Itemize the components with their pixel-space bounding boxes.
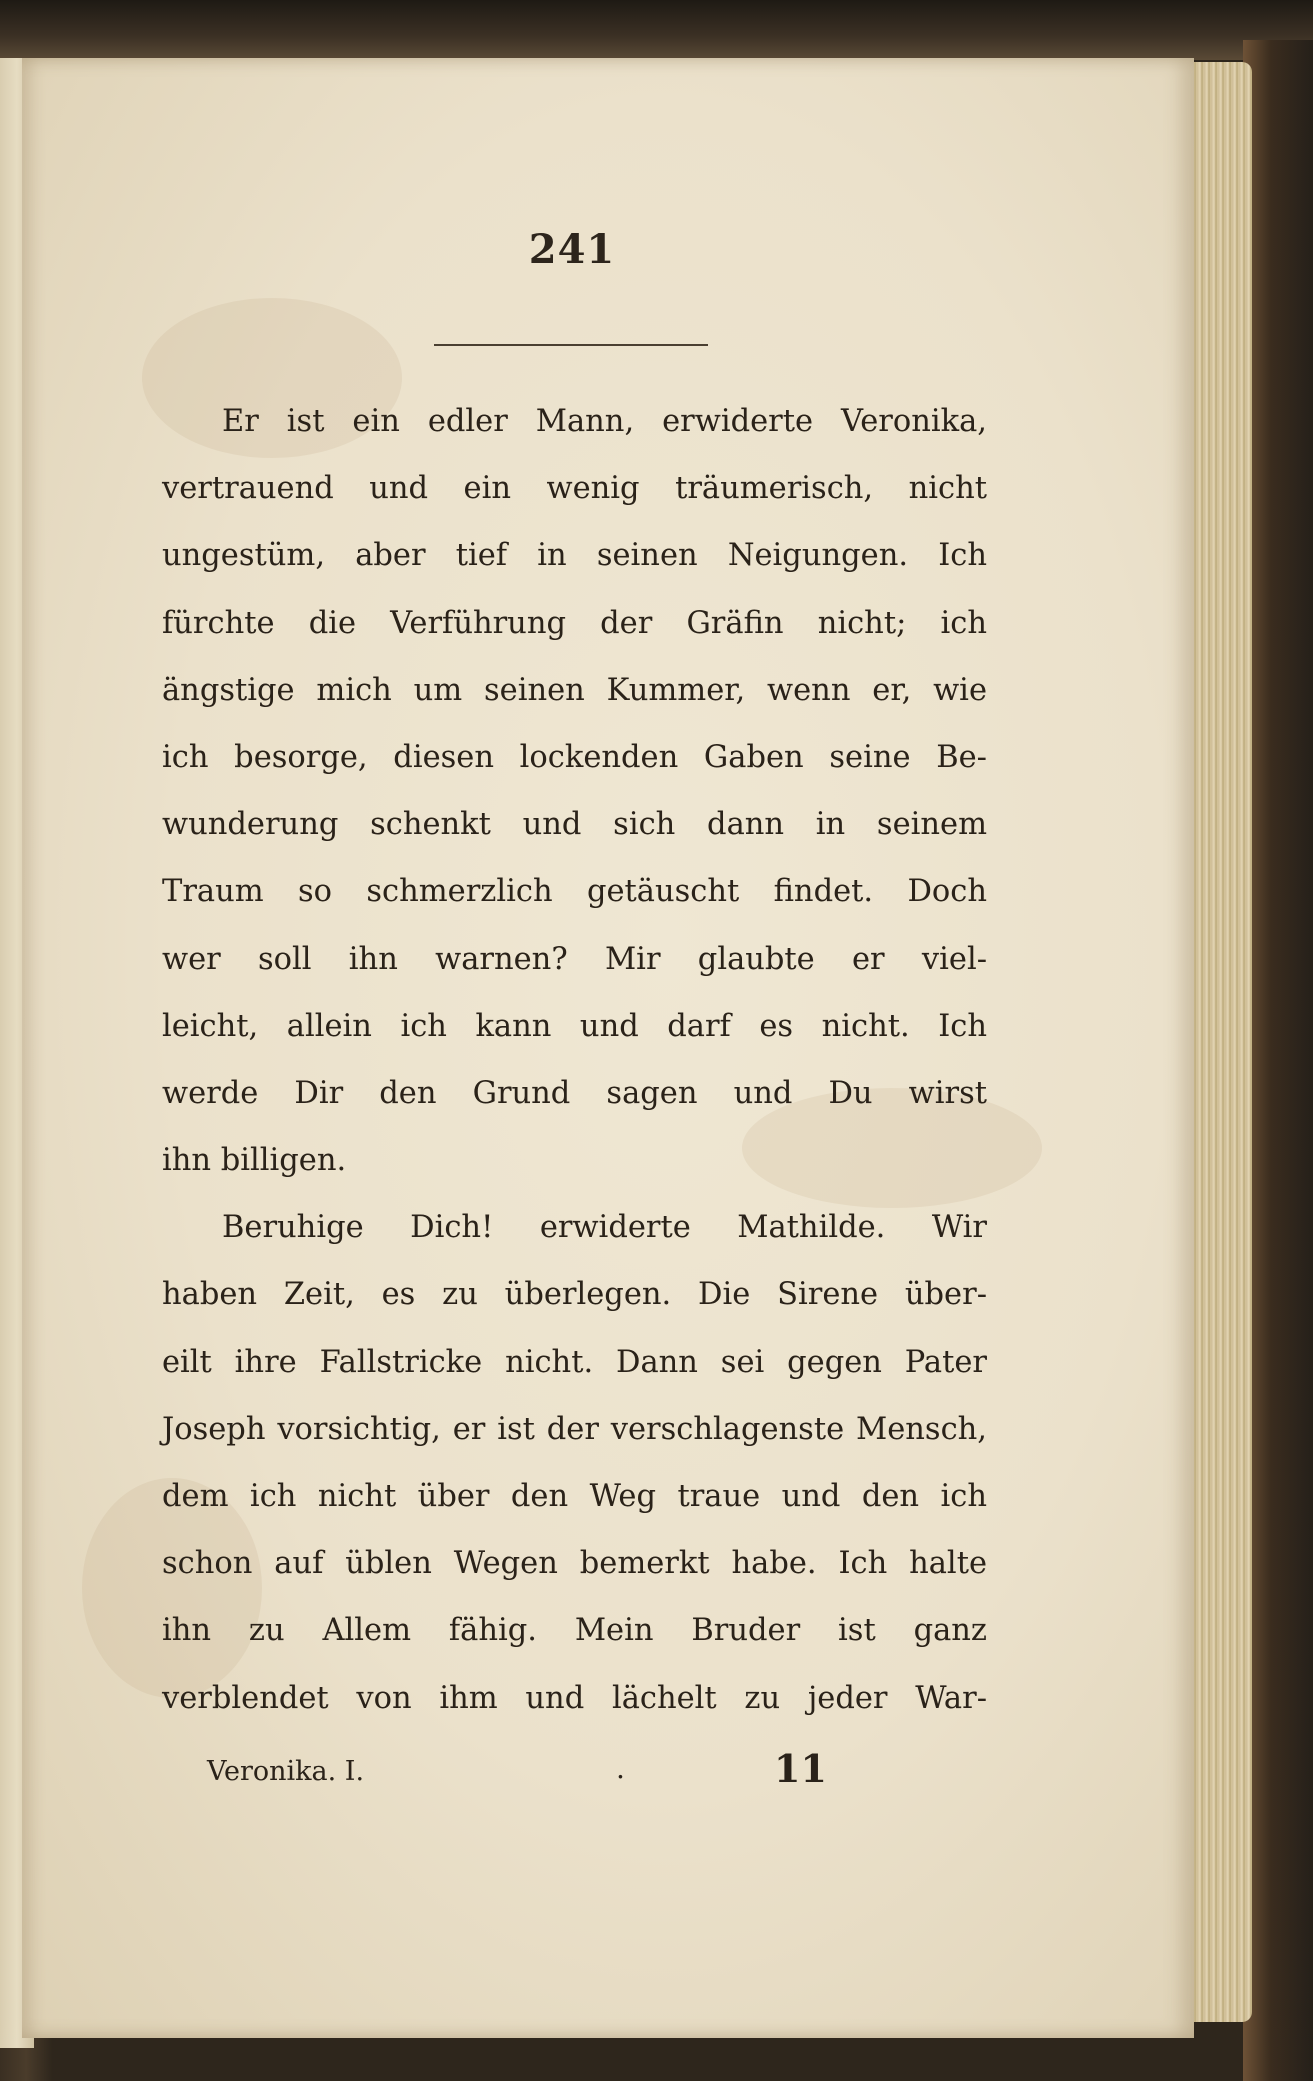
text-line: ich besorge, diesen lockenden Gaben seine Be- xyxy=(162,739,987,775)
page-body-text xyxy=(162,388,987,1732)
text-line: werde Dir den Grund sagen und Du wirst xyxy=(162,1075,987,1111)
book-top-edge xyxy=(0,0,1313,60)
text-line: leicht, allein ich kann und darf es nicht. Ich xyxy=(162,1008,987,1044)
text-line: Beruhige Dich! erwiderte Mathilde. Wir xyxy=(222,1210,987,1246)
text-line: ihn zu Allem fähig. Mein Bruder ist ganz xyxy=(162,1613,987,1649)
text-line: haben Zeit, es zu überlegen. Die Sirene über- xyxy=(162,1277,987,1313)
text-line: wer soll ihn warnen? Mir glaubte er viel- xyxy=(162,941,987,977)
text-line: eilt ihre Fallstricke nicht. Dann sei gegen Pater xyxy=(162,1344,987,1380)
text-line: Er ist ein edler Mann, erwiderte Veronika, xyxy=(222,404,987,439)
text-line: ängstige mich um seinen Kummer, wenn er, wie xyxy=(162,672,987,708)
signature-mark: Veronika. I. xyxy=(207,1756,365,1787)
page-footer xyxy=(162,1744,987,1794)
page-block-edges xyxy=(1190,62,1252,2022)
page-number: 241 xyxy=(528,226,616,273)
text-line: schon auf üblen Wegen bemerkt habe. Ich halte xyxy=(162,1546,987,1582)
book-page xyxy=(22,58,1194,2038)
text-line: dem ich nicht über den Weg traue und den ich xyxy=(162,1479,987,1514)
text-line: Traum so schmerzlich getäuscht findet. Doch xyxy=(162,874,987,910)
header-rule xyxy=(434,344,708,346)
text-line: ihn billigen. xyxy=(162,1143,347,1179)
sheet-number: 11 xyxy=(774,1746,827,1791)
text-line: ungestüm, aber tief in seinen Neigungen. Ich xyxy=(162,538,987,574)
text-line: wunderung schenkt und sich dann in seinem xyxy=(162,807,987,843)
book-cover-edge xyxy=(1243,40,1313,2081)
text-line: Joseph vorsichtig, er ist der verschlagenste Mensch, xyxy=(162,1411,987,1447)
text-line: verblendet von ihm und lächelt zu jeder War- xyxy=(162,1680,987,1716)
footer-dot: . xyxy=(616,1752,625,1785)
text-line: vertrauend und ein wenig träumerisch, nicht xyxy=(162,471,987,507)
text-line: fürchte die Verführung der Gräfin nicht; ich xyxy=(162,605,987,641)
